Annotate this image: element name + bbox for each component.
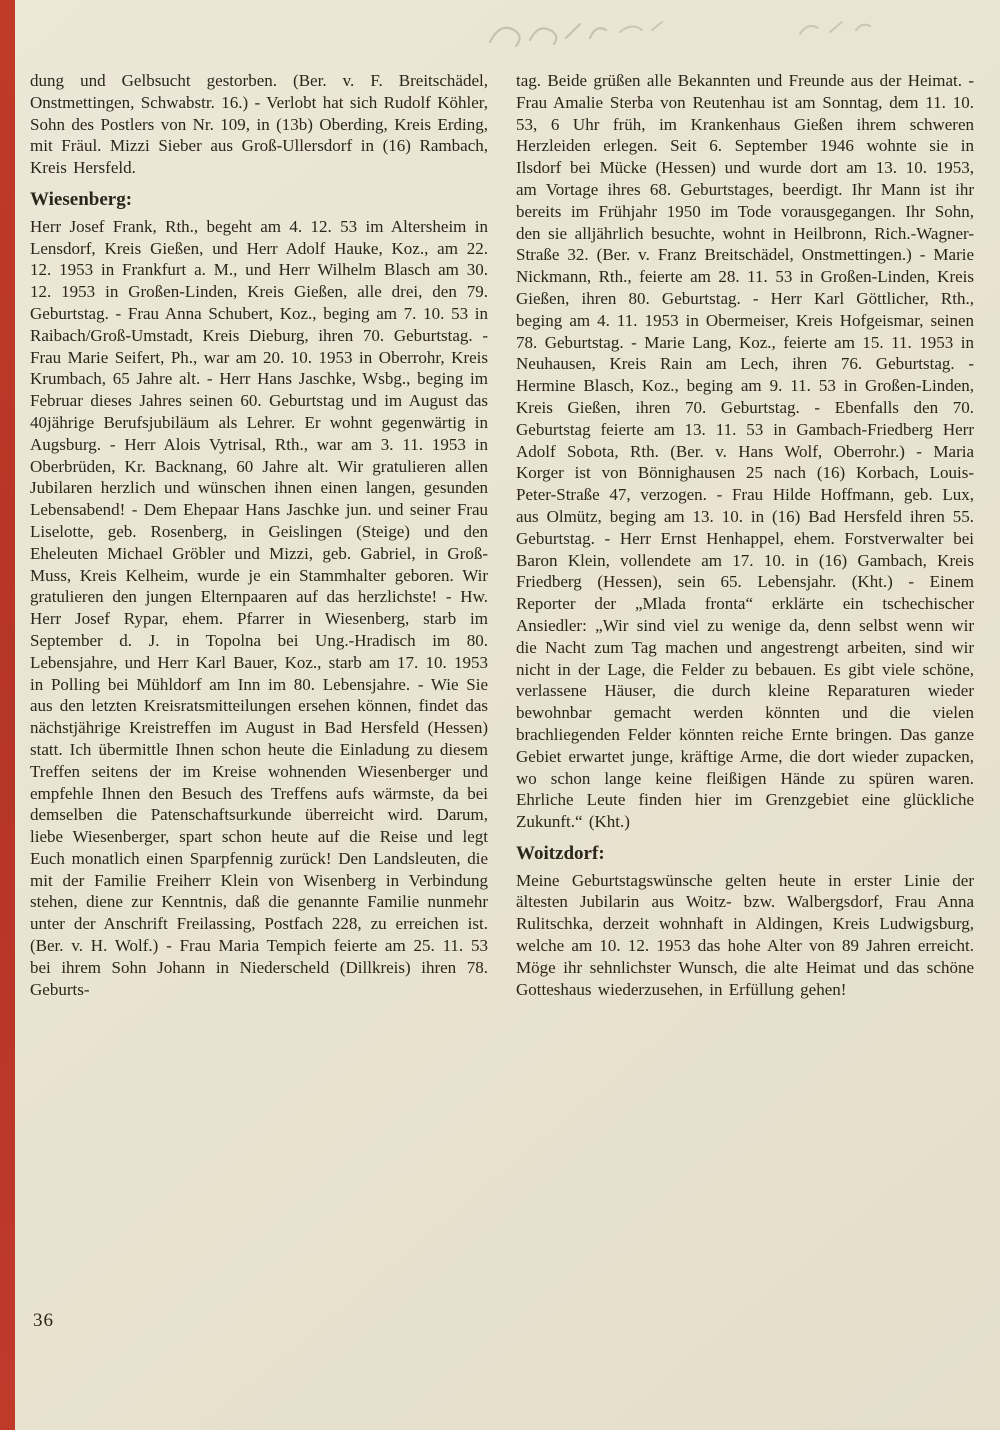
- section-paragraph-woitzdorf: Meine Geburtstagswünsche gelten heute in erster Linie der ältesten Jubilarin aus Woitz- bzw. Walbergsdorf, Frau Anna Rulitschka, derzeit wohnhaft in Aldingen, Kreis Ludwigsburg, welche am 10. 12. 1953 das hohe Alter von 89 Jahren erreicht. Möge ihr sehnlichster Wunsch, die alte Heimat und das schöne Gotteshaus wiederzusehen, in Erfüllung gehen!: [516, 870, 974, 999]
- left-column: [30, 70, 488, 1000]
- section-heading-wiesenberg: Wiesenberg:: [30, 188, 133, 210]
- section-paragraph-wiesenberg: Herr Josef Frank, Rth., begeht am 4. 12. 53 im Altersheim in Lensdorf, Kreis Gießen, und Herr Adolf Hauke, Koz., am 22. 12. 1953 in Frankfurt a. M., und Herr Wilhelm Blasch am 30. 12. 1953 in Großen-Linden, Kreis Gießen, alle drei, den 79. Geburtstag. - Frau Anna Schubert, Koz., beging am 7. 10. 53 in Raibach/Groß-Umstadt, Kreis Dieburg, ihren 70. Geburtstag. - Frau Marie Seifert, Ph., war am 20. 10. 1953 in Oberrohr, Kreis Krumbach, 65 Jahre alt. - Herr Hans Jaschke, Wsbg., beging im Februar dieses Jahres seinen 60. Geburtstag und im August das 40jährige Berufsjubiläum als Lehrer. Er wohnt gegenwärtig in Augsburg. - Herr Alois Vytrisal, Rth., war am 3. 11. 1953 in Oberbrüden, Kr. Backnang, 60 Jahre alt. Wir gratulieren allen Jubilaren herzlich und wünschen ihnen einen langen, gesunden Lebensabend! - Dem Ehepaar Hans Jaschke jun. und seiner Frau Liselotte, geb. Rosenberg, in Geislingen (Steige) und den Eheleuten Michael Gröbler und Mizzi, geb. Gabriel, in Groß-Muss, Kreis Kelheim, wurde je ein Stammhalter geboren. Wir gratulieren den jungen Elternpaaren auf das herzlichste! - Hw. Herr Josef Rypar, ehem. Pfarrer in Wiesenberg, starb im September d. J. in Topolna bei Ung.-Hradisch im 80. Lebensjahre, und Herr Karl Bauer, Koz., starb am 17. 10. 1953 in Polling bei Mühldorf am Inn im 80. Lebensjahre. - Wie Sie aus den letzten Kreisratsmitteilungen ersehen können, findet das nächstjährige Kreistreffen im August in Bad Hersfeld (Hessen) statt. Ich übermittle Ihnen schon heute die Einladung zu diesem Treffen seitens der im Kreise wohnenden Wiesenberger und empfehle Ihnen den Besuch des Treffens aufs wärmste, da bei demselben die Patenschaftsurkunde überreicht wird. Darum, liebe Wiesenberger, spart schon heute auf die Reise und legt Euch monatlich einen Sparpfennig zurück! Den Landsleuten, die mit der Familie Freiherr Klein von Wisenberg in Verbindung stehen, diene zur Kenntnis, daß die genannte Familie nunmehr unter der Anschrift Freilassing, Postfach 228, zu erreichen ist. (Ber. v. H. Wolf.) - Frau Maria Tempich feierte am 25. 11. 53 bei ihrem Sohn Johann in Niederscheld (Dillkreis) ihren 78. Geburts-: [30, 216, 488, 999]
- right-column: [516, 70, 974, 1000]
- section-heading-woitzdorf: Woitzdorf:: [516, 842, 605, 864]
- continued-paragraph: tag. Beide grüßen alle Bekannten und Freunde aus der Heimat. - Frau Amalie Sterba von Reutenhau ist am Sonntag, dem 11. 10. 53, 6 Uhr früh, im Krankenhaus Gießen ihrem schweren Herzleiden erlegen. Seit 6. September 1946 wohnte sie in Ilsdorf bei Mücke (Hessen) und wurde dort am 13. 10. 1953, am Vortage ihres 68. Geburtstages, beerdigt. Ihr Mann ist ihr bereits im Frühjahr 1950 im Tode vorausgegangen. Ihr Sohn, den sie alljährlich besuchte, wohnt in Heilbronn, Rich.-Wagner-Straße 32. (Ber. v. Franz Breitschädel, Onstmettingen.) - Marie Nickmann, Rth., feierte am 28. 11. 53 in Großen-Linden, Kreis Gießen, ihren 80. Geburtstag. - Herr Karl Göttlicher, Rth., beging am 4. 11. 1953 in Obermeiser, Kreis Hofgeismar, seinen 78. Geburtstag. - Marie Lang, Koz., feierte am 15. 11. 1953 in Neuhausen, Kreis Rain am Lech, ihren 76. Geburtstag. - Hermine Blasch, Koz., beging am 9. 11. 53 in Großen-Linden, Kreis Gießen, ihren 70. Geburtstag. - Ebenfalls den 70. Geburtstag feierte am 13. 11. 53 in Gambach-Friedberg Herr Adolf Sobota, Rth. (Ber. v. Hans Wolf, Oberrohr.) - Maria Korger ist von Bönnighausen 25 nach (16) Korbach, Louis-Peter-Straße 47, verzogen. - Frau Hilde Hoffmann, geb. Lux, aus Olmütz, beging am 13. 10. in (16) Bad Hersfeld ihren 55. Geburtstag. - Herr Ernst Henhappel, ehem. Forstverwalter bei Baron Klein, vollendete am 17. 10. in (16) Gambach, Kreis Friedberg (Hessen), sein 65. Lebensjahr. (Kht.) - Einem Reporter der „Mlada fronta“ erklärte ein tschechischer Ansiedler: „Wir sind viel zu wenige da, denn selbst wenn wir die Nacht zum Tag machen und angestrengt arbeiten, sind wir nicht in der Lage, die Felder zu bebauen. Es gibt viele schöne, verlassene Häuser, die durch kleine Reparaturen wieder bewohnbar gemacht werden könnten und die vielen brachliegenden Felder könnten reiche Ernte bringen. Das ganze Gebiet erwartet junge, kräftige Arme, die dort wieder zupacken, wo schon lange keine fleißigen Hände zu spüren waren. Ehrliche Leute finden hier im Grenzgebiet eine glückliche Zukunft.“ (Kht.): [516, 71, 974, 832]
- pencil-marks: [470, 8, 890, 58]
- binding-stripe: [0, 0, 15, 1430]
- continued-paragraph: dung und Gelbsucht gestorben. (Ber. v. F. Breitschädel, Onstmettingen, Schwabstr. 16.) - Verlobt hat sich Rudolf Köhler, Sohn des Postlers von Nr. 109, in (13b) Oberding, Kreis Erding, mit Fräul. Mizzi Sieber aus Groß-Ullersdorf in (16) Rambach, Kreis Hersfeld.: [30, 71, 488, 178]
- text-columns: [30, 70, 975, 1000]
- page-number: 36: [33, 1310, 54, 1331]
